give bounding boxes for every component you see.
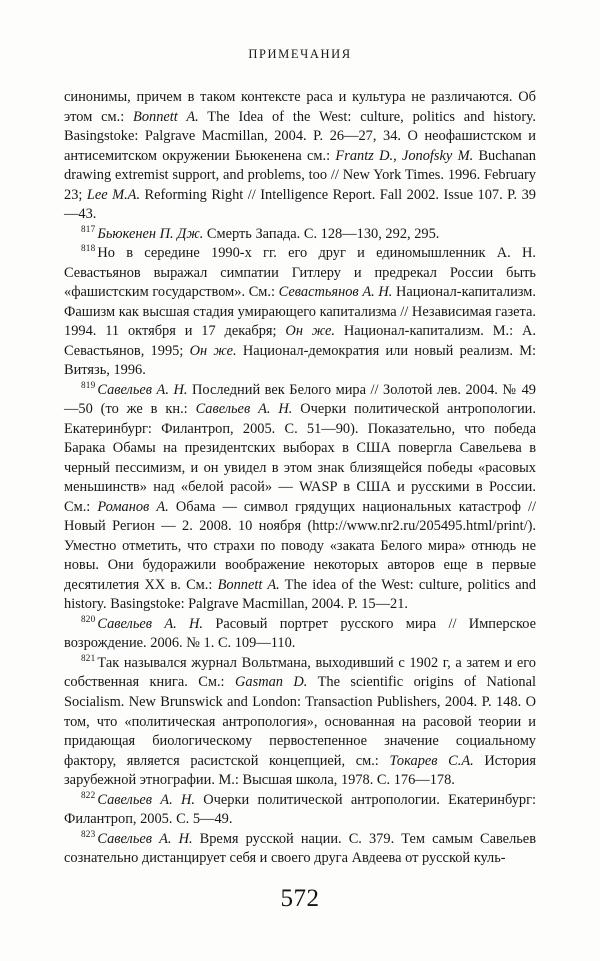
footnote-entry [64, 791, 536, 830]
footnote-marker: 823 [81, 828, 96, 839]
note-text: The scientific origins of National Socialism. New Brunswick and London: Transaction Publishers, 2004. P. 148. О том, что «политическая антропология», основанная на расовой теории и придающая биологическому первостепенное значение социальному фактору, является расистской концепцией, см.: [64, 674, 536, 769]
note-text: Reforming Right // Intelligence Report. Fall 2002. Issue 107. P. 39—43. [64, 186, 536, 223]
note-text: The idea of the West: culture, politics and history. Basingstoke: Palgrave Macmillan, 2004. P. 15—21. [64, 576, 536, 613]
citation-author: Севастьянов А. Н. [278, 284, 393, 301]
citation-author: Савельев А. Н. [97, 381, 188, 398]
note-text: Обама — символ грядущих национальных катастроф // Новый Регион — 2. 2008. 10 ноября (http://www.nr2.ru/205495.html/print/). Уместно отметить, что страхи по поводу «заката Белого мира» отнюдь не новы. Они будоражили воображение некоторых авторов еще в первые десятилетия XX в. См.: [64, 498, 536, 593]
citation-author: Lee M.A. [86, 186, 141, 203]
footnote-entry [64, 381, 536, 615]
note-text: Национал-демократия или новый реализм. М: Витязь, 1996. [64, 342, 536, 379]
citation-author: Савельев А. Н. [97, 615, 204, 632]
footnote-entry [64, 225, 536, 245]
note-text: синонимы, причем в таком контексте раса и культура не различаются. Об этом см.: [64, 89, 536, 125]
note-text: Смерть Запада. С. 128—130, 292, 295. [203, 225, 440, 242]
notes-column [64, 88, 536, 869]
citation-author: Савельев А. Н. [97, 791, 195, 808]
citation-author: Bonnett A. [133, 108, 199, 125]
footnote-entry [64, 244, 536, 381]
note-text: Очерки политической антропологии. Екатеринбург: Филантроп, 2005. С. 5—49. [64, 791, 537, 828]
note-text: Время русской нации. С. 379. Тем самым Савельев сознательно дистанцирует себя и своего друга Авдеева от русской куль- [64, 830, 536, 867]
footnote-entry [64, 830, 536, 869]
note-text: Так назывался журнал Вольтмана, выходивший с 1902 г, а затем и его собственная книга. См.: [64, 654, 536, 691]
citation-author: Frantz D., Jonofsky M. [335, 147, 474, 164]
page-number: 572 [280, 885, 320, 912]
citation-author: Савельев А. Н. [195, 401, 293, 418]
note-text: The Idea of the West: culture, politics and history. Basingstoke: Palgrave Macmillan, 2004. P. 26—27, 34. О неофашистском и антисемитском окружении Бьюкенена см.: [64, 108, 536, 164]
note-text: Национал-капитализм. М.: А. Севастьянов, 1995; [64, 323, 536, 359]
citation-author: Бьюкенен П. Дж. [97, 225, 204, 242]
running-head: ПРИМЕЧАНИЯ [248, 47, 352, 61]
citation-author: Он же. [189, 342, 237, 359]
note-text: Национал-капитализм. Фашизм как высшая стадия умирающего капитализма // Независимая газета. 1994. 11 октября и 17 декабря; [64, 284, 536, 340]
footnote-marker: 822 [81, 789, 96, 800]
note-text: Очерки политической антропологии. Екатеринбург: Филантроп, 2005. С. 51—90). Показательно, что победа Барака Обамы на президентских выборах в США повергла Савельева в черный пессимизм, и он увидел в этом знак близящейся победы «расовых меньшинств» над «белой расой» — WASP в США и русскими в России. См.: [64, 401, 536, 515]
footnote-marker: 818 [81, 243, 96, 254]
note-text: Buchanan drawing extremist support, and problems, too // New York Times. 1996. February 23; [64, 147, 536, 203]
footnote-marker: 821 [81, 653, 96, 664]
footnote-marker: 819 [81, 379, 96, 390]
citation-author: Bonnett A. [217, 576, 280, 593]
footnote-entry [64, 615, 536, 654]
citation-author: Gasman D. [235, 674, 308, 691]
note-text: История зарубежной этнографии. М.: Высшая школа, 1978. С. 176—178. [64, 752, 536, 789]
note-text: Расовый портрет русского мира // Имперское возрождение. 2006. № 1. С. 109—110. [64, 615, 536, 652]
footnote-marker: 817 [81, 223, 96, 234]
note-text: Последний век Белого мира // Золотой лев. 2004. № 49—50 (то же в кн.: [64, 381, 536, 418]
citation-author: Романов А. [97, 498, 169, 515]
continued-paragraph [64, 88, 536, 225]
citation-author: Савельев А. Н. [97, 830, 193, 847]
footnote-entry [64, 654, 536, 791]
note-text: Но в середине 1990-х гг. его друг и единомышленник А. Н. Севастьянов выражал симпатии Гитлеру и предрекал России быть «фашистским государством». См.: [64, 245, 536, 301]
citation-author: Токарев С.А. [389, 752, 474, 769]
footnote-marker: 820 [81, 614, 96, 625]
citation-author: Он же. [285, 323, 336, 340]
